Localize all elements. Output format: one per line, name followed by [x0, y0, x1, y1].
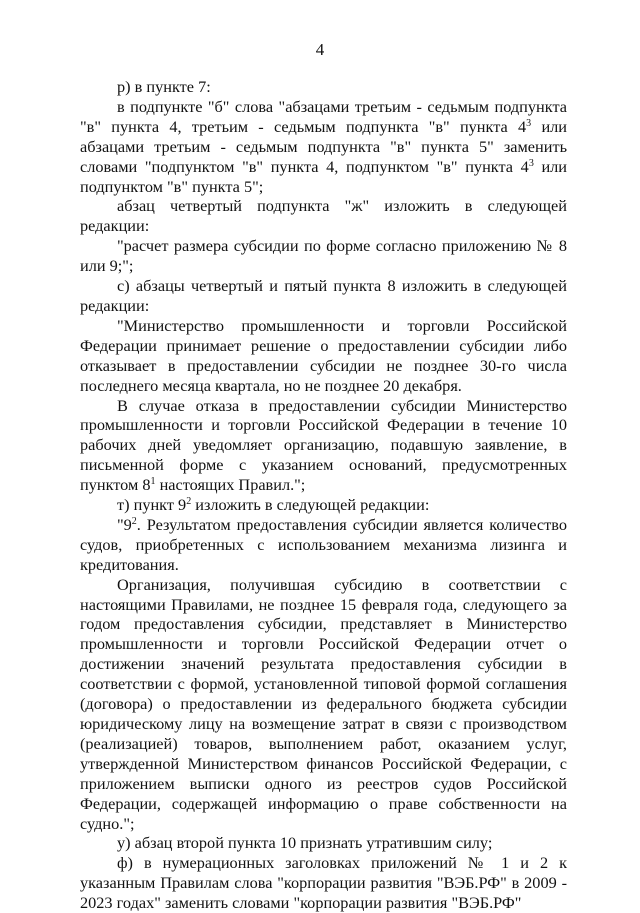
text-run: Организация, получившая субсидию в соответствии с настоящими Правилами, не позднее 15 февраля года, следующего за годом предоставления субсидии, представляет в Министерство промышленности и торговли Российской Федерации отчет о достижении значений результата предоставления субсидии в соответствии с формой, установленной типовой формой соглашения (договора) о предоставлении из федерального бюджета субсидии юридическому лицу на возмещение затрат в связи с производством (реализацией) товаров, выполнением работ, оказанием услуг, утвержденной Министерством финансов Российской Федерации, с приложением выписки одного из реестров судов Российской Федерации, содержащей информацию о праве собственности на судно.";: [80, 574, 567, 833]
paragraph-f-appendices: [80, 853, 567, 913]
text-run: или подпунктом "в" пункта 5";: [80, 156, 568, 196]
text-run: у) абзац второй пункта 10 признать утратившим силу;: [117, 833, 493, 853]
superscript: 2: [186, 496, 192, 508]
paragraph-subsidy-calc: [80, 236, 567, 276]
paragraph-t-item-9-2: [80, 495, 567, 515]
text-run: настоящих Правил.";: [155, 475, 306, 495]
paragraph-u-item-10: [80, 833, 567, 853]
paragraph-s-item-8: [80, 276, 567, 316]
paragraph-refusal: [80, 396, 567, 496]
text-run: т) пункт 9: [117, 495, 187, 515]
text-run: абзац четвертый подпункта "ж" изложить в следующей редакции:: [80, 196, 567, 236]
paragraph-subitem-zh: [80, 196, 567, 236]
document-body: [80, 77, 567, 913]
text-run: р) в пункте 7:: [117, 77, 211, 96]
text-run: "расчет размера субсидии по форме согласно приложению № 8 или 9;";: [80, 236, 567, 276]
paragraph-ministry-decision: [80, 316, 567, 396]
text-run: изложить в следующей редакции:: [191, 495, 430, 515]
paragraph-subitem-b: [80, 97, 567, 197]
text-run: или абзацами третьим - седьмым подпункта "в" пункта 5" заменить словами "подпунктом "в" пункта 4, подпунктом "в" пункта 4: [80, 116, 567, 176]
text-run: в подпункте "б" слова "абзацами третьим - седьмым подпункта "в" пункта 4, третьим - седьмым подпункта "в" пункта 4: [80, 96, 567, 136]
text-run: ф) в нумерационных заголовках приложений № 1 и 2 к указанным Правилам слова "корпорации развития "ВЭБ.РФ" в 2009 - 2023 годах" заменить словами "корпорации развития "ВЭБ.РФ": [80, 853, 567, 913]
text-run: . Результатом предоставления субсидии является количество судов, приобретенных с использованием механизма лизинга и кредитования.: [80, 514, 567, 574]
text-run: В случае отказа в предоставлении субсидии Министерство промышленности и торговли Российской Федерации в течение 10 рабочих дней уведомляет организацию, подавшую заявление, в письменной форме с указанием оснований, предусмотренных пунктом 8: [80, 395, 567, 495]
paragraph-report: [80, 575, 567, 834]
superscript: 3: [528, 157, 534, 169]
text-run: с) абзацы четвертый и пятый пункта 8 изложить в следующей редакции:: [80, 276, 567, 315]
superscript: 3: [526, 117, 532, 129]
paragraph-r-item-7: [80, 77, 567, 97]
superscript: 2: [131, 515, 137, 527]
paragraph-result: [80, 515, 567, 575]
page-number: 4: [315, 40, 325, 59]
superscript: 1: [150, 476, 156, 488]
text-run: "Министерство промышленности и торговли Российской Федерации принимает решение о предоставлении субсидии либо отказывает в предоставлении субсидии не позднее 30-го числа последнего месяца квартала, но не позднее 20 декабря.: [80, 315, 567, 395]
text-run: "9: [117, 514, 132, 534]
